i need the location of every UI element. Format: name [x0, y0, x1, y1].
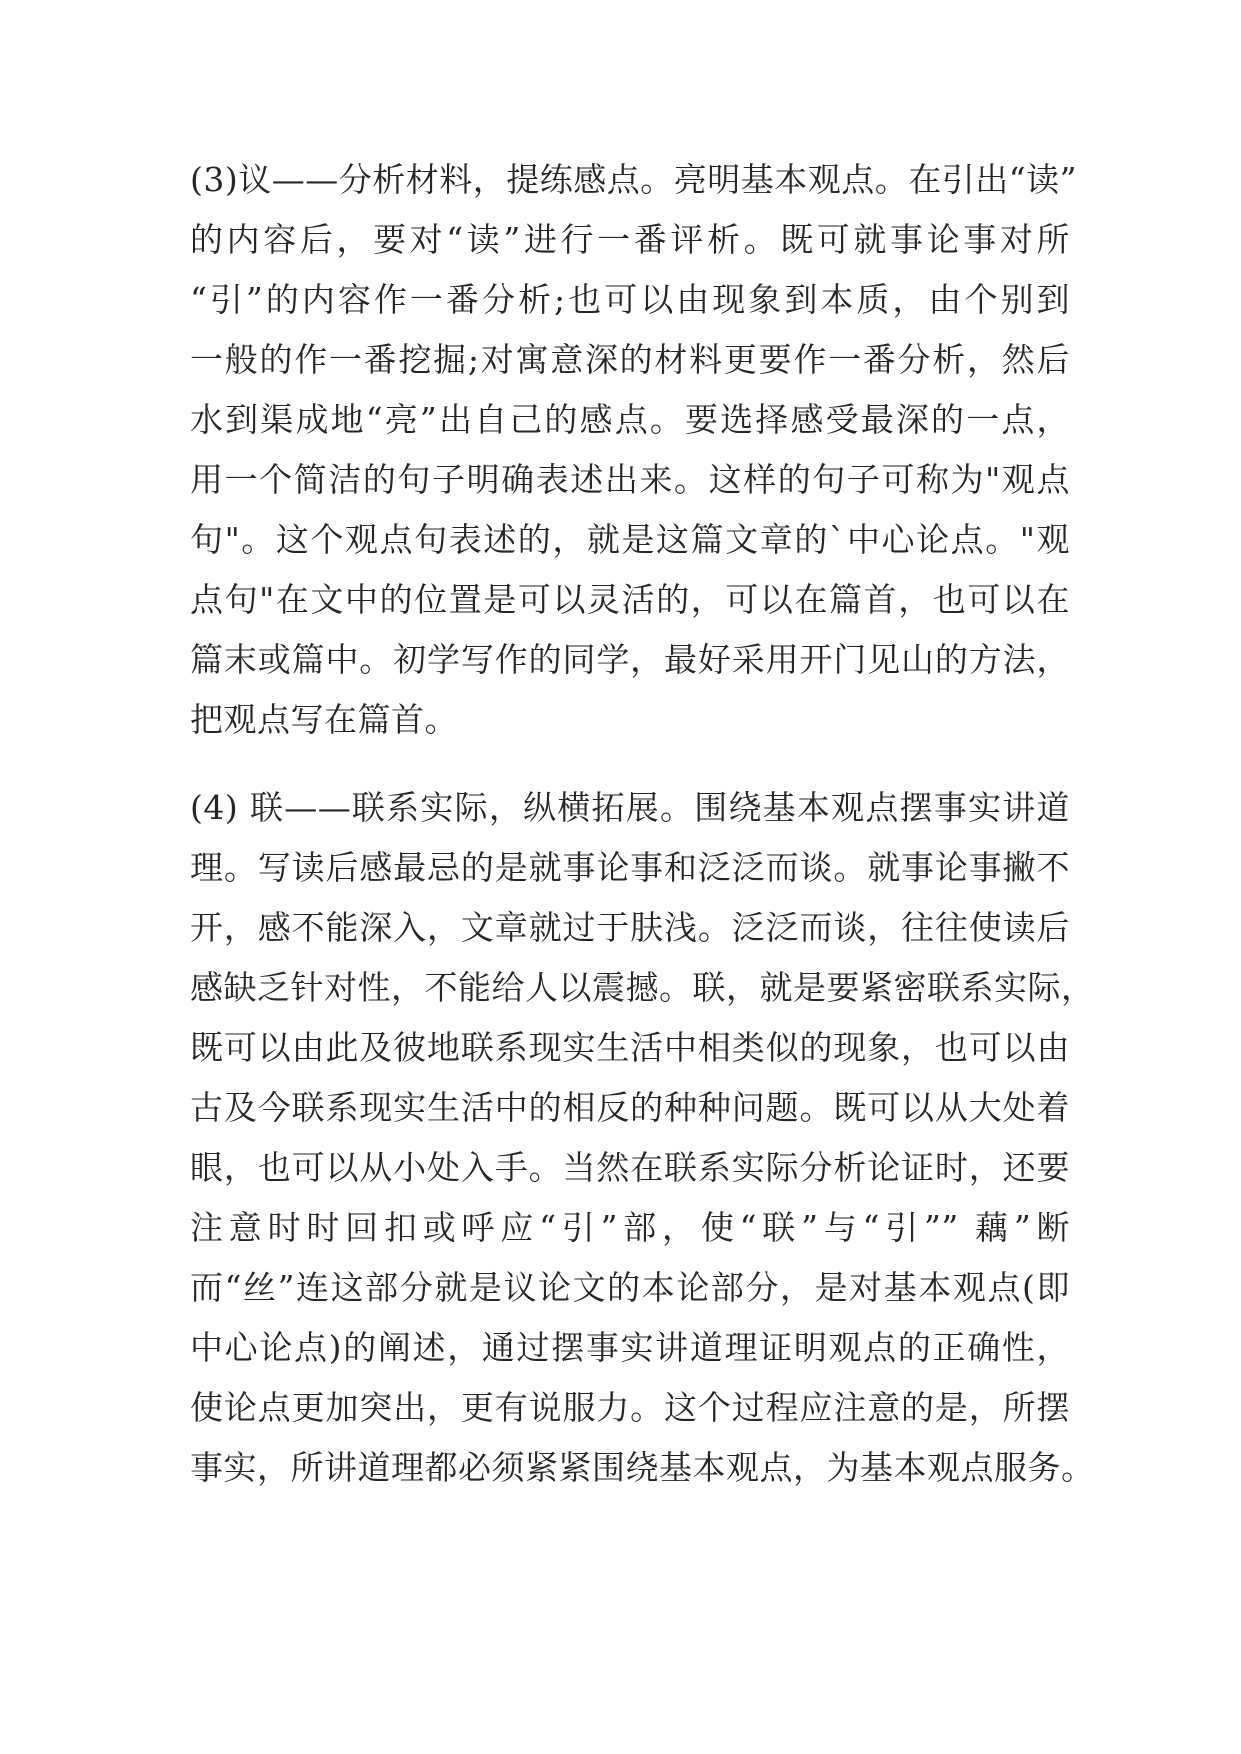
paragraph-3-discuss [190, 150, 1077, 750]
text-line: (3)议——分析材料，提练感点。亮明基本观点。在引出“读” [190, 160, 1077, 199]
text-line: 使论点更加突出，更有说服力。这个过程应注意的是，所摆 [190, 1388, 1070, 1427]
text-line: 点句"在文中的位置是可以灵活的，可以在篇首，也可以在 [190, 580, 1070, 619]
text-line: 水到渠成地“亮”出自己的感点。要选择感受最深的一点， [190, 400, 1070, 439]
text-line: 而“丝”连这部分就是议论文的本论部分，是对基本观点(即 [190, 1268, 1070, 1307]
text-line: 既可以由此及彼地联系现实生活中相类似的现象，也可以由 [190, 1028, 1070, 1067]
text-line: 的内容后，要对“读”进行一番评析。既可就事论事对所 [190, 220, 1070, 259]
text-line: 理。写读后感最忌的是就事论事和泛泛而谈。就事论事撇不 [190, 848, 1070, 887]
text-line: 感缺乏针对性，不能给人以震撼。联，就是要紧密联系实际， [190, 968, 1095, 1007]
text-line: 一般的作一番挖掘;对寓意深的材料更要作一番分析，然后 [190, 340, 1070, 379]
text-line: 篇末或篇中。初学写作的同学，最好采用开门见山的方法， [190, 640, 1070, 679]
text-line: “引”的内容作一番分析;也可以由现象到本质，由个别到 [190, 280, 1070, 319]
text-line: 用一个简洁的句子明确表述出来。这样的句子可称为"观点 [190, 460, 1070, 499]
text-line: 句"。这个观点句表述的，就是这篇文章的`中心论点。"观 [190, 520, 1070, 559]
text-line: 古及今联系现实生活中的相反的种种问题。既可以从大处着 [190, 1088, 1070, 1127]
text-line: (4) 联——联系实际，纵横拓展。围绕基本观点摆事实讲道 [190, 788, 1070, 827]
text-line: 注意时时回扣或呼应“引”部，使“联”与“引”” 藕”断 [190, 1208, 1070, 1247]
text-line: 眼，也可以从小处入手。当然在联系实际分析论证时，还要 [190, 1148, 1070, 1187]
text-line: 开，感不能深入，文章就过于肤浅。泛泛而谈，往往使读后 [190, 908, 1070, 947]
text-line-last: 把观点写在篇首。 [190, 700, 458, 739]
text-line: 中心论点)的阐述，通过摆事实讲道理证明观点的正确性， [190, 1328, 1070, 1367]
paragraph-4-connect [190, 778, 1095, 1498]
text-line: 事实，所讲道理都必须紧紧围绕基本观点，为基本观点服务。 [190, 1448, 1095, 1487]
